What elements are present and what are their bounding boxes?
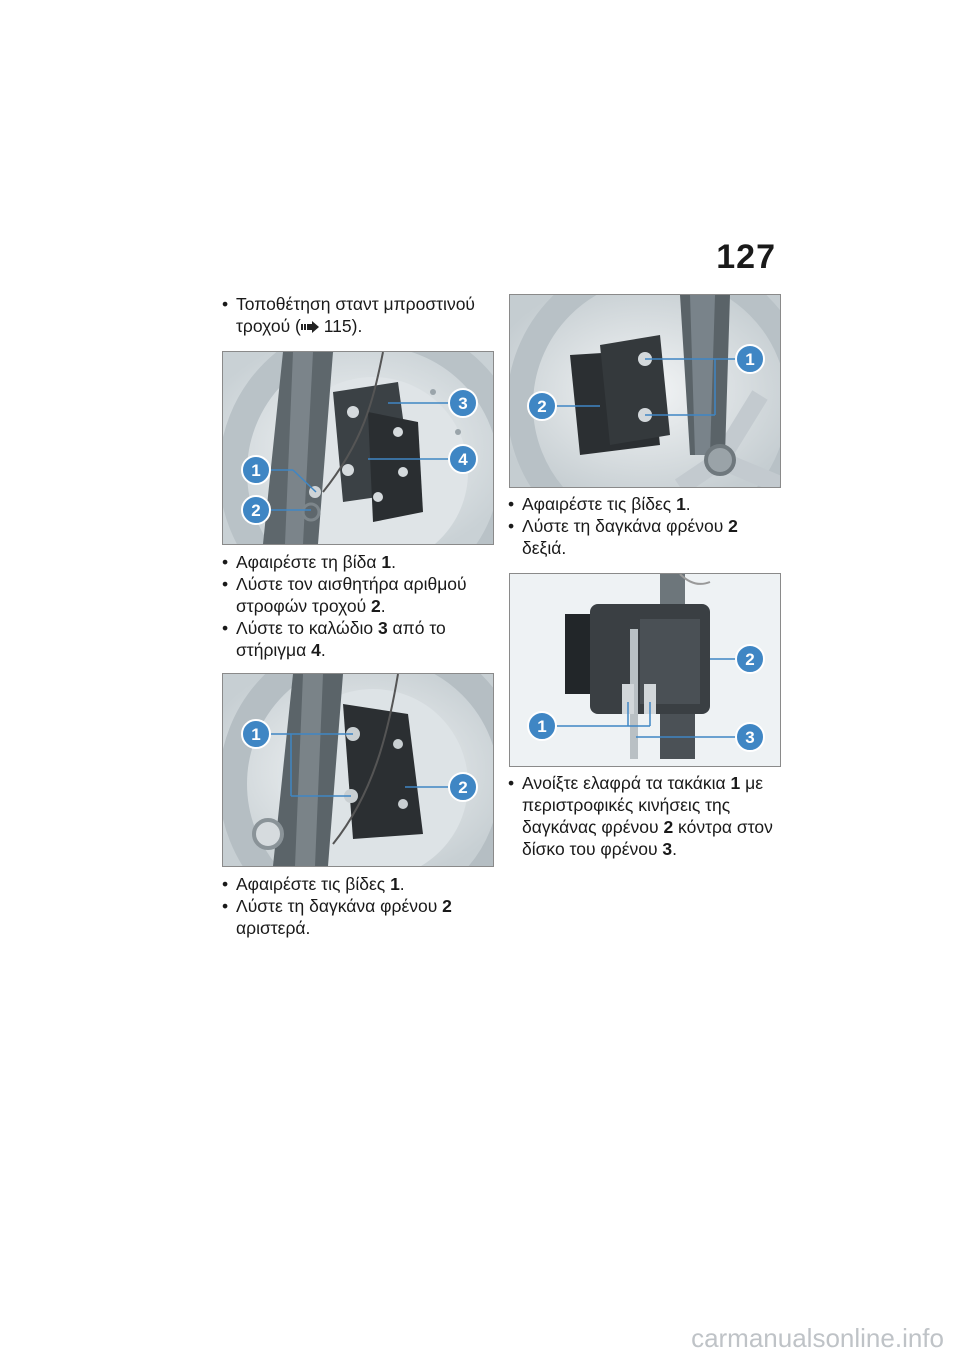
- step-num: 2: [442, 896, 452, 916]
- right-steps-a: [508, 493, 778, 559]
- right-caliper-illustration: [510, 295, 780, 487]
- step-num: 1: [390, 874, 400, 894]
- intro-step: [222, 293, 506, 337]
- step-text: Λύστε τον αισθητήρα αριθμού στροφών τροχού: [236, 574, 467, 616]
- bullet: •: [222, 294, 229, 314]
- bullet: •: [508, 494, 515, 514]
- step-text: Λύστε τη δαγκάνα φρένου: [522, 516, 729, 536]
- step-text: Λύστε το καλώδιο: [236, 618, 378, 638]
- callout-1: [242, 456, 270, 484]
- callout-2: [736, 645, 764, 673]
- figure-left-caliper: [222, 673, 494, 867]
- step-tail: .: [391, 552, 396, 572]
- step-num: 2: [728, 516, 738, 536]
- left-caliper-illustration: [223, 674, 493, 866]
- step-tail: από το στήριγμα: [236, 618, 446, 660]
- svg-text:4: 4: [458, 450, 468, 469]
- callout-4: [449, 445, 477, 473]
- svg-text:1: 1: [537, 717, 547, 736]
- bullet: •: [222, 896, 229, 916]
- bullet: •: [222, 574, 229, 594]
- step-tail: με περιστροφικές κινήσεις της δαγκάνας φρένου: [522, 773, 764, 837]
- step-text: Ανοίξτε ελαφρά τα τακάκια: [522, 773, 731, 793]
- svg-text:2: 2: [251, 501, 261, 520]
- bullet: •: [222, 552, 229, 572]
- svg-text:1: 1: [251, 461, 261, 480]
- callout-3: [736, 723, 764, 751]
- step-release-cable: [222, 617, 492, 661]
- svg-text:2: 2: [537, 397, 547, 416]
- left-column: [222, 293, 492, 337]
- left-steps-a: [222, 551, 492, 661]
- step-open-pads: [508, 772, 778, 860]
- right-steps-b: [508, 772, 778, 860]
- step-text: Αφαιρέστε τις βίδες: [522, 494, 677, 514]
- figure-right-caliper: [509, 294, 781, 488]
- callout-3: [449, 389, 477, 417]
- callout-2: [528, 392, 556, 420]
- step-tail: .: [320, 640, 326, 660]
- svg-text:2: 2: [745, 650, 755, 669]
- callout-2: [449, 773, 477, 801]
- step-tail: δεξιά.: [522, 538, 567, 558]
- bullet: •: [508, 773, 515, 793]
- fork-sensor-illustration: [223, 352, 493, 544]
- step-num: 1: [730, 773, 741, 793]
- callout-1: [736, 345, 764, 373]
- watermark-footer: carmanualsonline.info: [691, 1323, 944, 1353]
- step-text: Λύστε τη δαγκάνα φρένου: [236, 896, 443, 916]
- page-ref-link[interactable]: 115: [323, 316, 352, 336]
- bullet: •: [222, 874, 229, 894]
- step-release-caliper-right: [508, 515, 778, 559]
- svg-text:1: 1: [745, 350, 755, 369]
- figure-brake-pads: [509, 573, 781, 767]
- figure-front-fork-sensor: [222, 351, 494, 545]
- step-num: 1: [676, 494, 686, 514]
- bullet: •: [222, 618, 229, 638]
- svg-text:2: 2: [458, 778, 468, 797]
- callout-2: [242, 496, 270, 524]
- step-text: Αφαιρέστε τις βίδες: [236, 874, 391, 894]
- step-num: 3: [662, 839, 673, 859]
- intro-close: ).: [351, 316, 363, 336]
- step-tail: αριστερά.: [236, 918, 311, 938]
- callout-1: [528, 712, 556, 740]
- step-release-caliper-left: [222, 895, 492, 939]
- svg-text:3: 3: [458, 394, 468, 413]
- page-ref-arrow-icon: [301, 321, 319, 333]
- step-text: Αφαιρέστε τη βίδα: [236, 552, 382, 572]
- bullet: •: [508, 516, 515, 536]
- step-num: 1: [381, 552, 392, 572]
- step-tail: .: [380, 596, 386, 616]
- step-num: 3: [377, 618, 388, 638]
- step-remove-screw: [222, 551, 492, 573]
- svg-text:1: 1: [251, 725, 261, 744]
- brake-pads-illustration: [510, 574, 780, 766]
- left-steps-b: [222, 873, 492, 939]
- step-tail: κόντρα στον δίσκο του φρένου: [522, 817, 773, 859]
- intro-text: Τοποθέτηση σταντ μπροστινού τροχού (: [236, 294, 475, 336]
- page-number: 127: [716, 238, 776, 276]
- step-release-sensor: [222, 573, 492, 617]
- step-num: 4: [311, 640, 321, 660]
- callout-1: [242, 720, 270, 748]
- step-tail: .: [672, 839, 678, 859]
- step-tail: .: [685, 494, 691, 514]
- step-remove-screws: [222, 873, 492, 895]
- step-remove-screws-right: [508, 493, 778, 515]
- step-num: 2: [663, 817, 674, 837]
- step-tail: .: [399, 874, 405, 894]
- step-num: 2: [371, 596, 381, 616]
- svg-text:3: 3: [745, 728, 755, 747]
